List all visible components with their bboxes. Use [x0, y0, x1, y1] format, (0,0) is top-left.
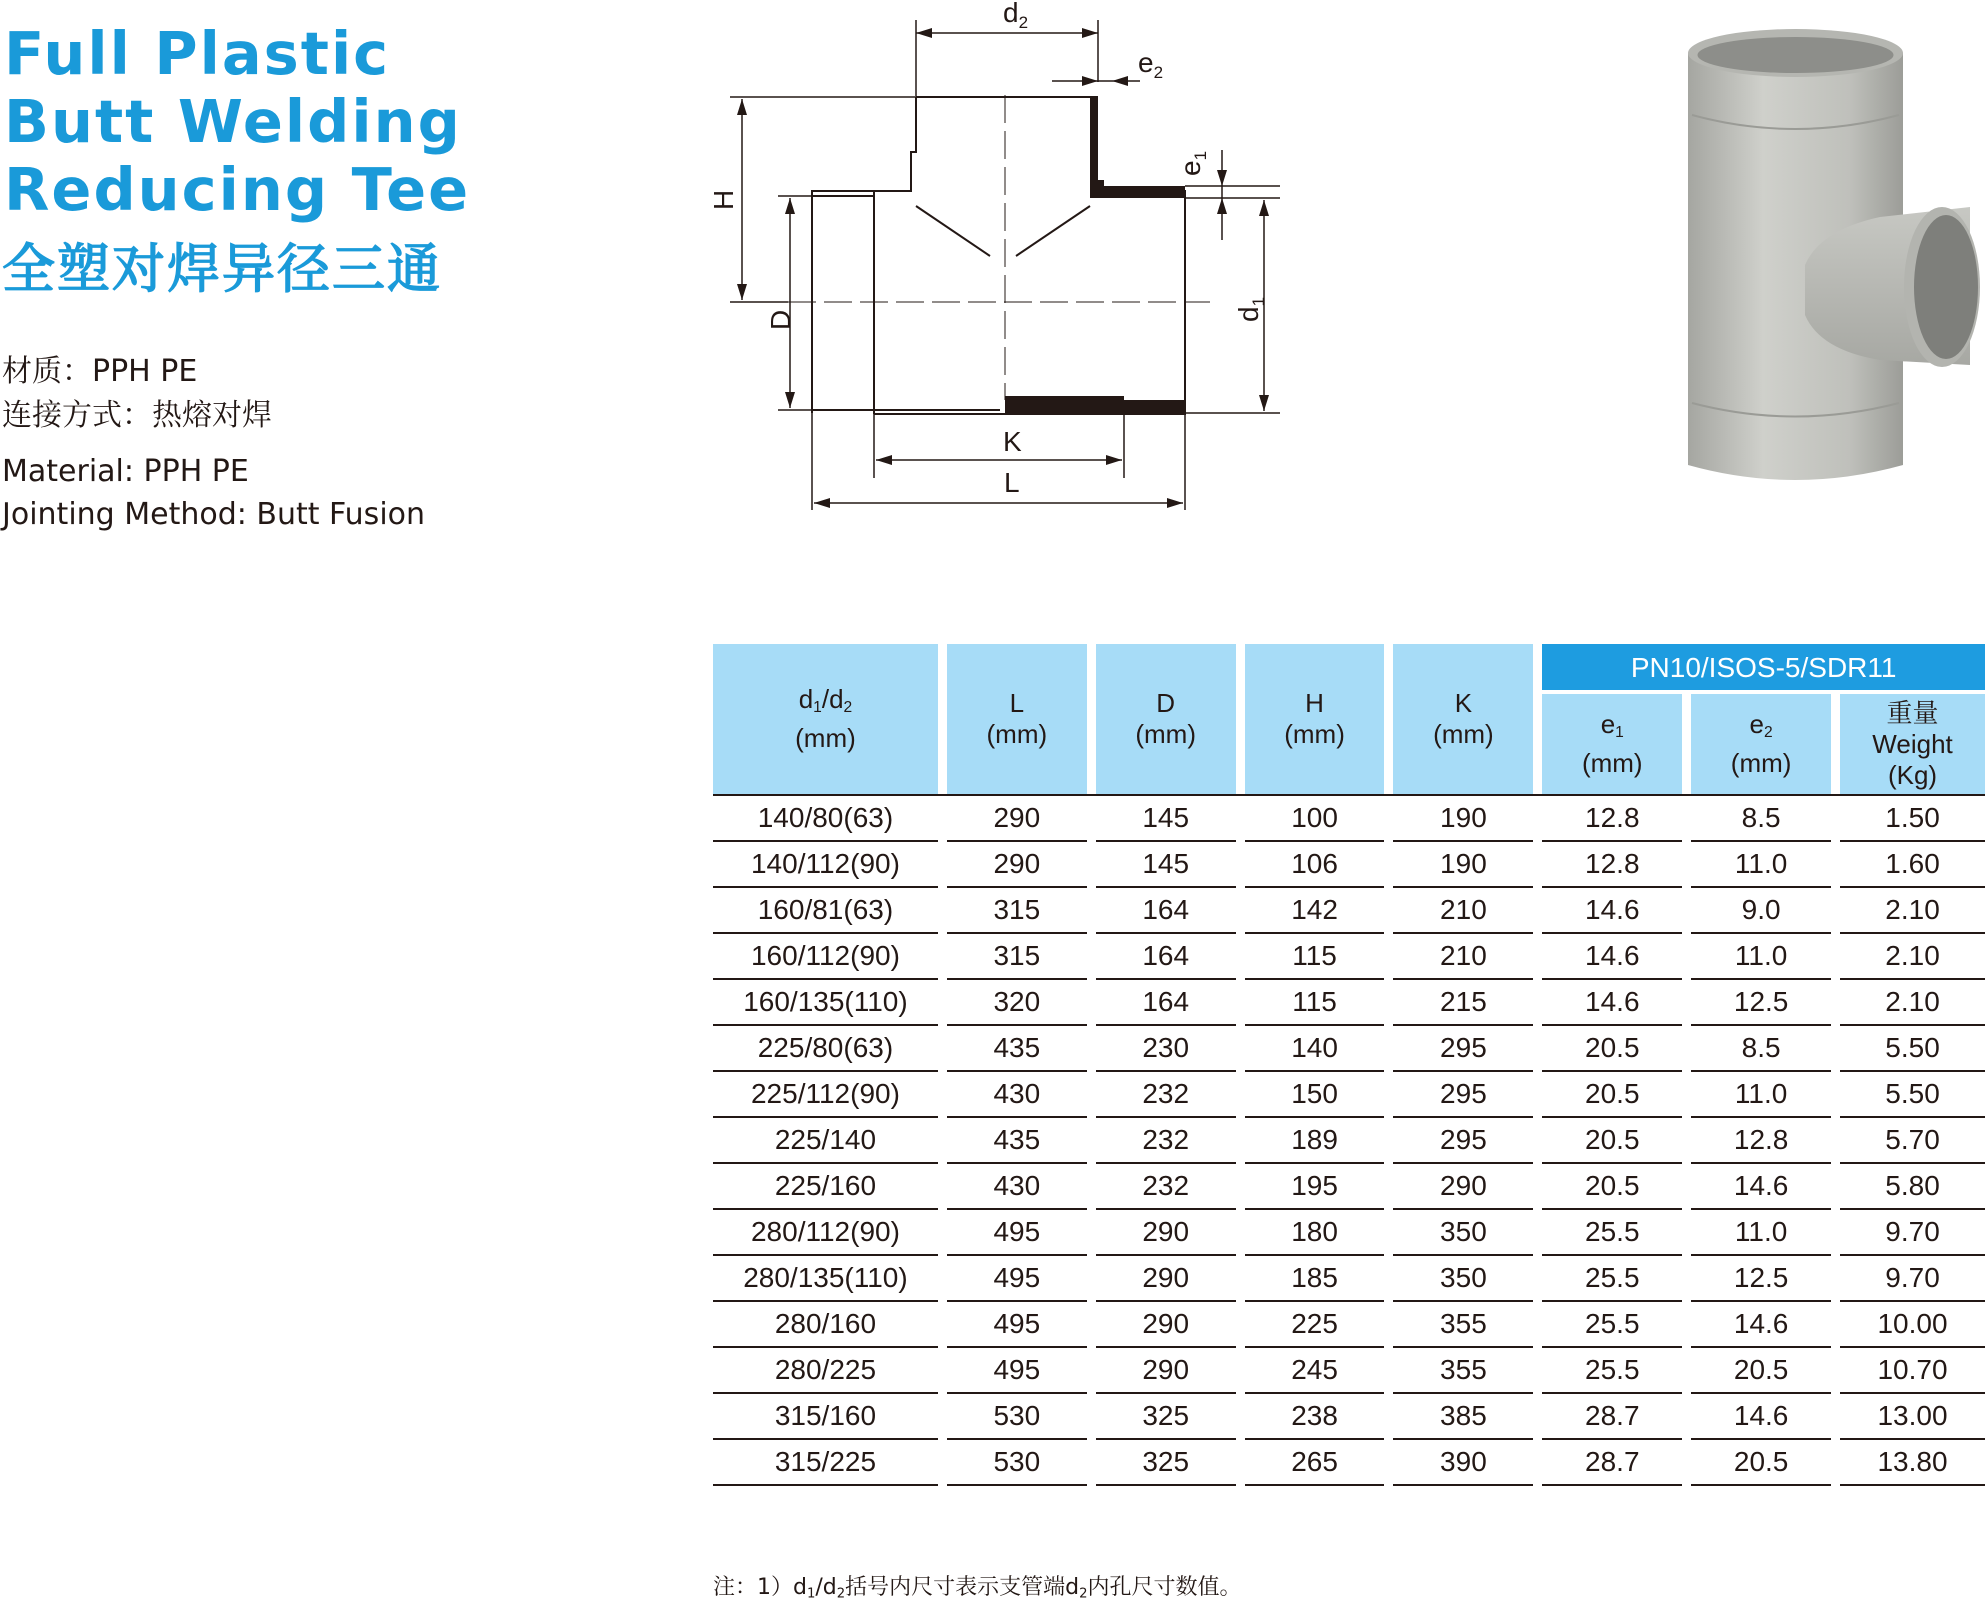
table-row: [713, 1072, 1985, 1118]
table-cell: 530: [947, 1394, 1087, 1440]
table-cell: 14.6: [1542, 888, 1682, 934]
table-cell: 315: [947, 888, 1087, 934]
table-cell: 14.6: [1542, 934, 1682, 980]
arrow-e1-top: [1217, 170, 1227, 186]
table-cell: 435: [947, 1026, 1087, 1072]
section-wall-main: [1005, 396, 1185, 413]
table-cell: 350: [1393, 1256, 1533, 1302]
table-cell: 160/135(110): [713, 980, 938, 1026]
label-L: L: [1004, 467, 1020, 498]
table-cell: 495: [947, 1348, 1087, 1394]
table-cell: 435: [947, 1118, 1087, 1164]
table-row: [713, 1440, 1985, 1486]
table-row: [713, 842, 1985, 888]
tee-top-opening: [1698, 37, 1894, 73]
section-wall-branch: [1090, 97, 1185, 198]
inner-y-right: [1016, 206, 1090, 256]
table-cell: 8.5: [1691, 1026, 1831, 1072]
arrow-e2-right: [1112, 76, 1128, 86]
table-cell: 12.5: [1691, 980, 1831, 1026]
table-cell: 530: [947, 1440, 1087, 1486]
material-en: Material: PPH PE: [2, 454, 249, 489]
table-cell: 225/160: [713, 1164, 938, 1210]
table-cell: 190: [1393, 842, 1533, 888]
table-cell: 215: [1393, 980, 1533, 1026]
header-pressure-class: PN10/ISOS-5/SDR11: [1542, 644, 1985, 694]
table-cell: 140: [1245, 1026, 1385, 1072]
table-cell: 14.6: [1691, 1164, 1831, 1210]
arrow-K-right: [1106, 455, 1122, 465]
table-cell: 12.8: [1691, 1118, 1831, 1164]
arrow-d2-left: [916, 28, 932, 38]
table-cell: 495: [947, 1256, 1087, 1302]
table-cell: 2.10: [1840, 934, 1985, 980]
table-row: [713, 980, 1985, 1026]
table-cell: 13.00: [1840, 1394, 1985, 1440]
header-D: D (mm): [1096, 644, 1236, 794]
label-d1: $d_1$: [1233, 296, 1268, 322]
product-image: [1680, 25, 1985, 500]
table-cell: 115: [1245, 980, 1385, 1026]
chinese-title: 全塑对焊异径三通: [2, 239, 442, 300]
title-line-1: Full Plastic: [4, 19, 391, 88]
table-cell: 1.60: [1840, 842, 1985, 888]
table-cell: 100: [1245, 794, 1385, 842]
table-cell: 350: [1393, 1210, 1533, 1256]
table-row: [713, 1118, 1985, 1164]
inner-y-left: [916, 206, 990, 256]
table-cell: 355: [1393, 1348, 1533, 1394]
table-cell: 180: [1245, 1210, 1385, 1256]
header-H: H (mm): [1245, 644, 1385, 794]
table-cell: 230: [1096, 1026, 1236, 1072]
table-cell: 315: [947, 934, 1087, 980]
table-row: [713, 1164, 1985, 1210]
table-cell: 280/160: [713, 1302, 938, 1348]
table-cell: 150: [1245, 1072, 1385, 1118]
table-cell: 11.0: [1691, 1072, 1831, 1118]
table-cell: 11.0: [1691, 934, 1831, 980]
table-cell: 189: [1245, 1118, 1385, 1164]
label-K: K: [1003, 426, 1022, 457]
table-cell: 20.5: [1542, 1026, 1682, 1072]
table-cell: 290: [947, 842, 1087, 888]
table-cell: 12.8: [1542, 794, 1682, 842]
table-cell: 430: [947, 1072, 1087, 1118]
table-cell: 290: [1096, 1302, 1236, 1348]
table-cell: 5.50: [1840, 1072, 1985, 1118]
table-cell: 295: [1393, 1118, 1533, 1164]
table-cell: 12.8: [1542, 842, 1682, 888]
table-cell: 2.10: [1840, 980, 1985, 1026]
page-title: [4, 20, 470, 224]
table-cell: 14.6: [1691, 1302, 1831, 1348]
arrow-d2-right: [1082, 28, 1098, 38]
header-weight: 重量 Weight (Kg): [1840, 694, 1985, 794]
table-cell: 495: [947, 1210, 1087, 1256]
table-cell: 5.80: [1840, 1164, 1985, 1210]
table-cell: 280/225: [713, 1348, 938, 1394]
table-cell: 2.10: [1840, 888, 1985, 934]
table-cell: 325: [1096, 1440, 1236, 1486]
table-cell: 210: [1393, 934, 1533, 980]
table-cell: 232: [1096, 1164, 1236, 1210]
table-cell: 290: [1096, 1348, 1236, 1394]
header-L: L (mm): [947, 644, 1087, 794]
joint-method-en: Jointing Method: Butt Fusion: [2, 497, 426, 532]
table-cell: 280/135(110): [713, 1256, 938, 1302]
table-cell: 9.70: [1840, 1210, 1985, 1256]
label-e2: $e_2$: [1138, 47, 1164, 82]
table-cell: 20.5: [1691, 1440, 1831, 1486]
tee-dimension-diagram: [700, 0, 1300, 525]
table-cell: 12.5: [1691, 1256, 1831, 1302]
table-cell: 14.6: [1691, 1394, 1831, 1440]
table-cell: 290: [1096, 1210, 1236, 1256]
table-cell: 430: [947, 1164, 1087, 1210]
table-cell: 9.70: [1840, 1256, 1985, 1302]
table-row: [713, 1302, 1985, 1348]
header-d1d2: $d_1/d_2$ (mm): [713, 644, 938, 794]
table-cell: 315/225: [713, 1440, 938, 1486]
tee-branch-opening: [1914, 215, 1978, 359]
table-cell: 160/81(63): [713, 888, 938, 934]
table-row: [713, 1210, 1985, 1256]
footnote: 注：$1)d_1/d_2$括号内尺寸表示支管端$d_2$内孔尺寸数值。: [713, 1575, 1242, 1602]
label-d2: $d_2$: [1003, 0, 1029, 32]
table-cell: 320: [947, 980, 1087, 1026]
table-row: [713, 1256, 1985, 1302]
table-cell: 106: [1245, 842, 1385, 888]
label-H: H: [708, 189, 739, 210]
table-cell: 115: [1245, 934, 1385, 980]
table-row: [713, 1026, 1985, 1072]
table-cell: 28.7: [1542, 1394, 1682, 1440]
table-cell: 14.6: [1542, 980, 1682, 1026]
table-cell: 160/112(90): [713, 934, 938, 980]
table-cell: 190: [1393, 794, 1533, 842]
material-cn: 材质：PPH PE: [2, 354, 198, 389]
table-cell: 195: [1245, 1164, 1385, 1210]
table-cell: 280/112(90): [713, 1210, 938, 1256]
table-cell: 225/140: [713, 1118, 938, 1164]
header-e1: $e_1$ (mm): [1542, 694, 1682, 794]
table-cell: 11.0: [1691, 842, 1831, 888]
arrow-e2-left: [1082, 76, 1098, 86]
table-cell: 225: [1245, 1302, 1385, 1348]
table-cell: 10.70: [1840, 1348, 1985, 1394]
arrow-D-bottom: [785, 392, 795, 408]
header-e2: $e_2$ (mm): [1691, 694, 1831, 794]
spec-table: [713, 644, 1985, 1486]
table-cell: 295: [1393, 1026, 1533, 1072]
table-cell: 11.0: [1691, 1210, 1831, 1256]
table-cell: 232: [1096, 1118, 1236, 1164]
title-line-2: Butt Welding: [4, 87, 462, 156]
arrow-e1-bottom: [1217, 198, 1227, 214]
table-cell: 315/160: [713, 1394, 938, 1440]
header-K: K (mm): [1393, 644, 1533, 794]
table-cell: 20.5: [1691, 1348, 1831, 1394]
table-cell: 140/80(63): [713, 794, 938, 842]
table-cell: 164: [1096, 888, 1236, 934]
table-cell: 9.0: [1691, 888, 1831, 934]
table-cell: 225/80(63): [713, 1026, 938, 1072]
label-e1: $e_1$: [1175, 150, 1210, 176]
table-row: [713, 794, 1985, 842]
table-cell: 210: [1393, 888, 1533, 934]
table-cell: 5.70: [1840, 1118, 1985, 1164]
table-cell: 295: [1393, 1072, 1533, 1118]
table-cell: 20.5: [1542, 1072, 1682, 1118]
outline-branch-left: [874, 97, 916, 414]
table-cell: 25.5: [1542, 1348, 1682, 1394]
table-cell: 25.5: [1542, 1256, 1682, 1302]
table-cell: 20.5: [1542, 1164, 1682, 1210]
arrow-D-top: [785, 198, 795, 214]
table-cell: 355: [1393, 1302, 1533, 1348]
table-cell: 185: [1245, 1256, 1385, 1302]
table-cell: 5.50: [1840, 1026, 1985, 1072]
table-cell: 28.7: [1542, 1440, 1682, 1486]
table-cell: 164: [1096, 980, 1236, 1026]
table-cell: 385: [1393, 1394, 1533, 1440]
arrow-d1-bottom: [1259, 395, 1269, 411]
table-cell: 20.5: [1542, 1118, 1682, 1164]
arrow-L-right: [1167, 498, 1183, 508]
table-cell: 225/112(90): [713, 1072, 938, 1118]
table-cell: 164: [1096, 934, 1236, 980]
arrow-d1-top: [1259, 200, 1269, 216]
table-cell: 232: [1096, 1072, 1236, 1118]
table-cell: 325: [1096, 1394, 1236, 1440]
arrow-H-bottom: [737, 284, 747, 300]
table-cell: 13.80: [1840, 1440, 1985, 1486]
table-row: [713, 1394, 1985, 1440]
table-cell: 145: [1096, 842, 1236, 888]
table-cell: 10.00: [1840, 1302, 1985, 1348]
label-D: D: [765, 309, 796, 330]
table-cell: 290: [947, 794, 1087, 842]
table-cell: 140/112(90): [713, 842, 938, 888]
table-cell: 145: [1096, 794, 1236, 842]
table-row: [713, 934, 1985, 980]
arrow-H-top: [737, 99, 747, 115]
table-cell: 25.5: [1542, 1210, 1682, 1256]
table-cell: 25.5: [1542, 1302, 1682, 1348]
table-row: [713, 1348, 1985, 1394]
table-cell: 390: [1393, 1440, 1533, 1486]
table-cell: 290: [1096, 1256, 1236, 1302]
table-cell: 1.50: [1840, 794, 1985, 842]
outline-main-right: [1098, 191, 1185, 415]
table-cell: 8.5: [1691, 794, 1831, 842]
table-cell: 238: [1245, 1394, 1385, 1440]
joint-method-cn: 连接方式：热熔对焊: [2, 398, 272, 433]
table-cell: 142: [1245, 888, 1385, 934]
table-row: [713, 888, 1985, 934]
table-cell: 265: [1245, 1440, 1385, 1486]
table-cell: 245: [1245, 1348, 1385, 1394]
table-cell: 290: [1393, 1164, 1533, 1210]
arrow-L-left: [814, 498, 830, 508]
table-cell: 495: [947, 1302, 1087, 1348]
title-line-3: Reducing Tee: [4, 155, 471, 224]
arrow-K-left: [876, 455, 892, 465]
